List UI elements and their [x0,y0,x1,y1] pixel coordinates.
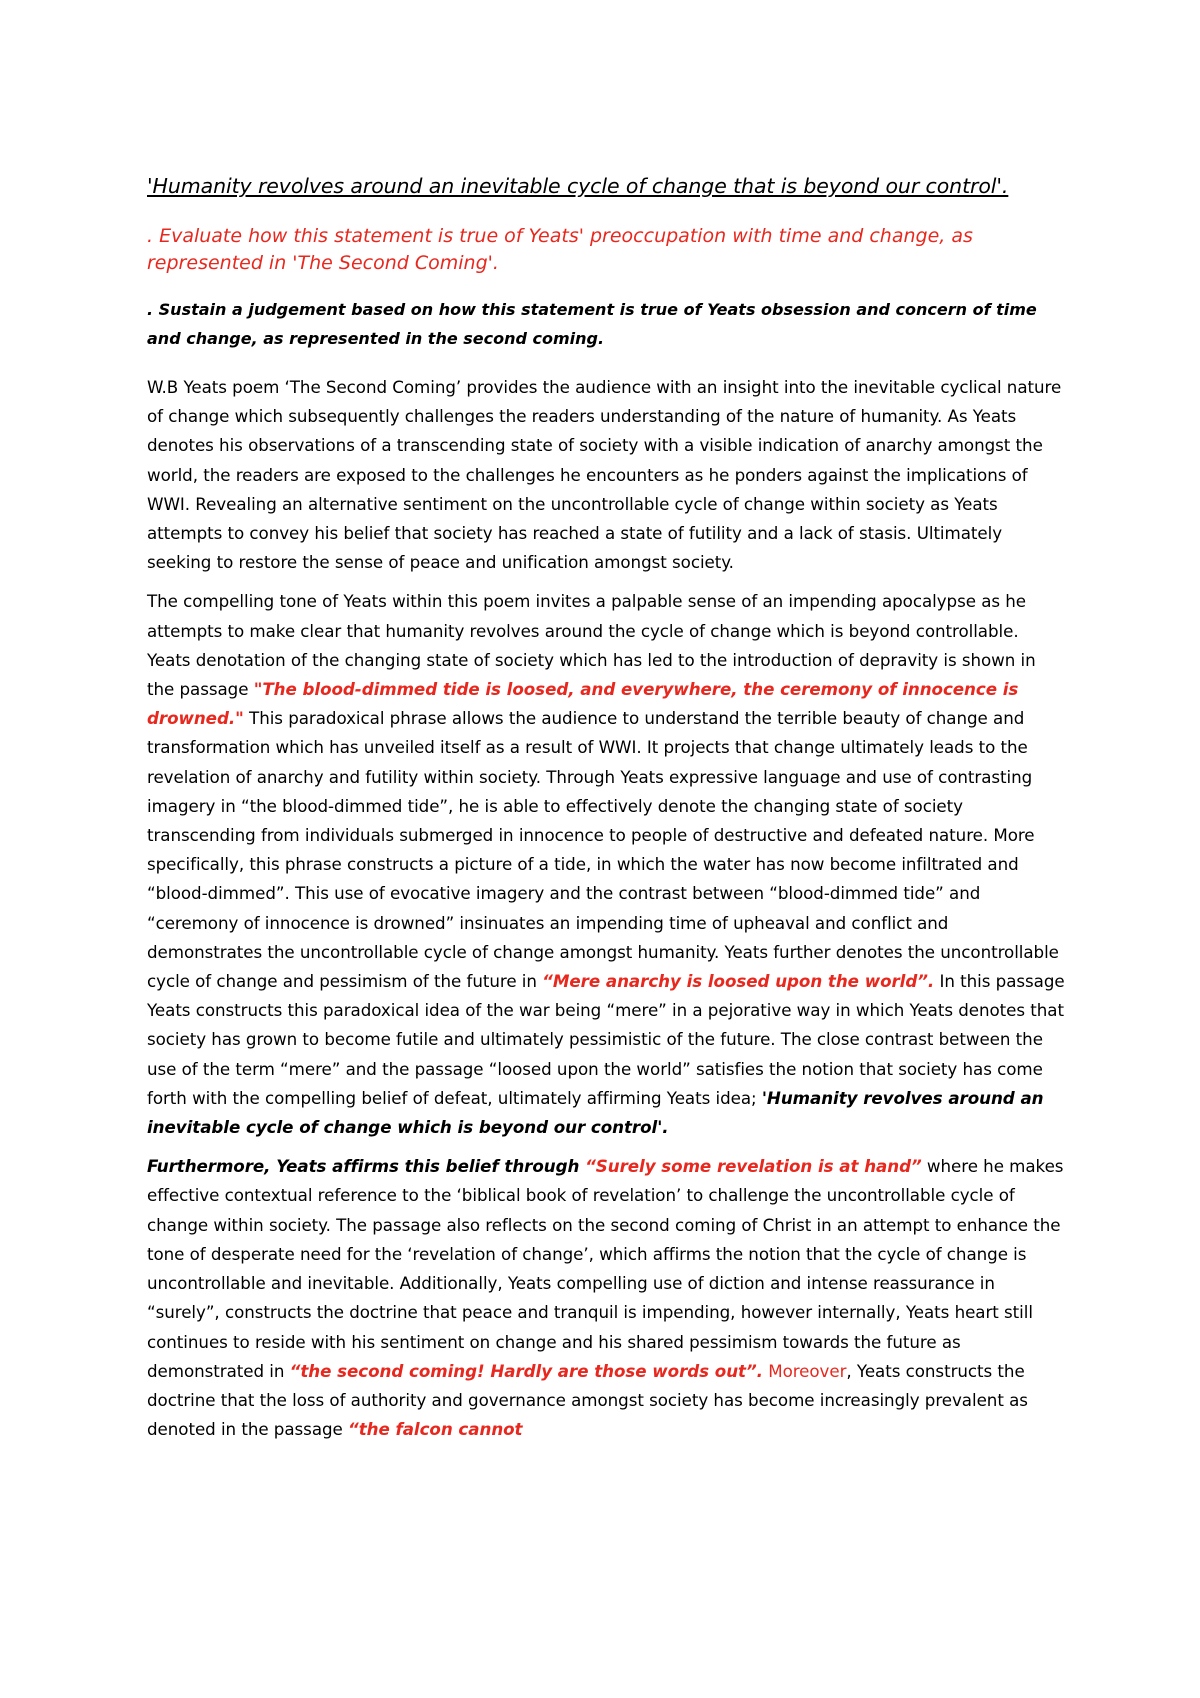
poem-quote: “Surely some revelation is at hand” [585,1156,922,1177]
paragraph-text: The compelling tone of Yeats within this poem invites a palpable sense of an impending apocalypse as he attempts to make clear that humanity revolves around the cycle of change which is beyond controllable. Yeats denotation of the changing state of society which has led to the introduction of depravity is shown in the passage [147,591,1036,700]
poem-quote: "The blood-dimmed tide is loosed, and everywhere, the ceremony of innocence is drowned." [147,679,1019,729]
paragraph-text: In this passage Yeats constructs this paradoxical idea of the war being “mere” in a pejorative way in which Yeats denotes that society has grown to become futile and ultimately pessimistic of the future. The close contrast between the use of the term “mere” and the passage “loosed upon the world” satisfies the notion that society has come forth with the compelling belief of defeat, ultimately affirming Yeats idea; [147,971,1065,1108]
paragraph-lead-in: Furthermore, Yeats affirms this belief through [147,1156,586,1177]
introduction-paragraph: W.B Yeats poem ‘The Second Coming’ provides the audience with an insight into the inevitable cyclical nature of change which subsequently challenges the readers understanding of the nature of humanity. As Yeats denotes his observations of a transcending state of society with a visible indication of anarchy amongst the world, the readers are exposed to the challenges he encounters as he ponders against the implications of WWI. Revealing an alternative sentiment on the uncontrollable cycle of change within society as Yeats attempts to convey his belief that society has reached a state of futility and a lack of stasis. Ultimately seeking to restore the sense of peace and unification amongst society. [147,377,1062,573]
highlighted-word: Moreover [762,1360,847,1381]
poem-quote: “the falcon cannot [348,1419,523,1440]
body-paragraph-1 [147,587,1067,1142]
poem-quote: “the second coming! Hardly are those words out”. [289,1360,763,1381]
evaluate-prompt: . Evaluate how this statement is true of Yeats' preoccupation with time and change, as represented in 'The Second Coming'. [147,225,973,274]
paragraph-text: This paradoxical phrase allows the audience to understand the terrible beauty of change and transformation which has unveiled itself as a result of WWI. It projects that change ultimately leads to the revelation of anarchy and futility within society. Through Yeats expressive language and use of contrasting imagery in “the blood-dimmed tide”, he is able to effectively denote the changing state of society transcending from individuals submerged in innocence to people of destructive and defeated nature. More specifically, this phrase constructs a picture of a tide, in which the water has now become infiltrated and “blood-dimmed”. This use of evocative imagery and the contrast between “blood-dimmed tide” and “ceremony of innocence is drowned” insinuates an impending time of upheaval and conflict and demonstrates the uncontrollable cycle of change amongst humanity. Yeats further denotes the uncontrollable cycle of change and pessimism of the future in [147,708,1059,992]
document-body [147,174,1067,1444]
poem-quote: “Mere anarchy is loosed upon the world”. [542,971,935,992]
judgement-prompt: . Sustain a judgement based on how this statement is true of Yeats obsession and concern of time and change, as represented in the second coming. [147,300,1037,348]
essay-question-heading: 'Humanity revolves around an inevitable cycle of change that is beyond our control'. [147,174,1009,198]
paragraph-text: , Yeats constructs the doctrine that the loss of authority and governance amongst society has become increasingly prevalent as denoted in the passage [147,1360,1028,1440]
paragraph-text: where he makes effective contextual reference to the ‘biblical book of revelation’ to challenge the uncontrollable cycle of change within society. The passage also reflects on the second coming of Christ in an attempt to enhance the tone of desperate need for the ‘revelation of change’, which affirms the notion that the cycle of change is uncontrollable and inevitable. Additionally, Yeats compelling use of diction and intense reassurance in “surely”, constructs the doctrine that peace and tranquil is impending, however internally, Yeats heart still continues to reside with his sentiment on change and his shared pessimism towards the future as demonstrated in [147,1156,1064,1381]
body-paragraph-2 [147,1152,1067,1444]
thesis-restatement: 'Humanity revolves around an inevitable cycle of change which is beyond our control'. [147,1087,1044,1138]
